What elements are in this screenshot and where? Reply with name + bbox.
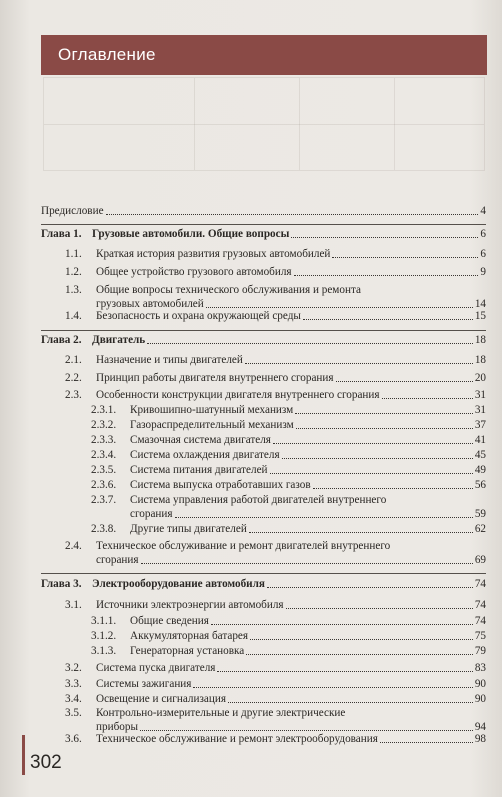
toc-entry[interactable] [65,707,486,720]
toc-page-number: 62 [474,523,486,535]
toc-entry-number: 3.5. [65,707,82,719]
toc-entry-continuation[interactable] [130,508,486,521]
leader-dots [294,275,479,276]
toc-page-number: 37 [474,419,486,431]
toc-entry[interactable] [91,645,486,658]
toc-entry-title: Источники электроэнергии автомобиля [96,599,284,611]
leader-dots [206,307,473,308]
toc-title: Оглавление [58,45,156,64]
toc-entry-number: 3.3. [65,678,82,690]
toc-entry[interactable] [65,678,486,691]
leader-dots [270,473,473,474]
toc-page-number: 49 [474,464,486,476]
toc-entry-number: 2.3.3. [91,434,117,446]
leader-dots [141,563,473,564]
leader-dots [380,742,473,743]
toc-page-number: 45 [474,449,486,461]
toc-page-number: 69 [474,554,486,566]
leader-dots [382,398,473,399]
toc-entry-title: Смазочная система двигателя [130,434,271,446]
toc-entry-title: Кривошипно-шатунный механизм [130,404,294,416]
toc-entry-number: Глава 3. [41,578,82,590]
toc-entry[interactable] [65,310,486,323]
toc-page-number: 98 [474,733,486,745]
toc-entry-title: Техническое обслуживание и ремонт электрооборудования [96,733,378,745]
toc-chapter[interactable] [41,578,486,591]
toc-entry-number: 2.3.5. [91,464,117,476]
toc-entry[interactable] [65,266,486,279]
toc-entry-title: Общие вопросы технического обслуживания и ремонта [96,284,361,296]
toc-entry-title: Электрооборудование автомобиля [92,578,265,590]
toc-entry-number: 3.1.2. [91,630,117,642]
toc-page-number: 56 [474,479,486,491]
toc-entry-title: Назначение и типы двигателей [96,354,243,366]
toc-entry-continuation[interactable] [96,554,486,567]
toc-entry-number: 1.2. [65,266,82,278]
toc-entry-title: Системы зажигания [96,678,192,690]
leader-dots [147,343,473,344]
toc-entry-number: Глава 1. [41,228,82,240]
toc-page-number: 6 [480,248,486,260]
toc-page-number: 14 [474,298,486,310]
toc-page-number: 4 [480,205,486,217]
toc-entry-number: 2.3.4. [91,449,117,461]
toc-page-number: 59 [474,508,486,520]
toc-entry-number: 3.4. [65,693,82,705]
page-number-bar [22,735,25,775]
toc-entry-number: 3.1.1. [91,615,117,627]
toc-entry[interactable] [91,615,486,628]
toc-entry-number: 1.1. [65,248,82,260]
toc-entry[interactable] [91,523,486,536]
toc-entry[interactable] [91,449,486,462]
toc-entry-title: Предисловие [41,205,104,217]
toc-entry-title: Система выпуска отработавших газов [130,479,311,491]
toc-page-number: 74 [474,599,486,611]
toc-entry-title: Освещение и сигнализация [96,693,226,705]
toc-page-number: 18 [474,354,486,366]
toc-entry-title: Генераторная установка [130,645,245,657]
toc-entry[interactable] [41,205,486,218]
leader-dots [250,639,473,640]
toc-entry-title: Безопасность и охрана окружающей среды [96,310,301,322]
toc-entry-title: Другие типы двигателей [130,523,247,535]
toc-page-number: 90 [474,678,486,690]
toc-entry[interactable] [65,599,486,612]
toc-entry-title: Краткая история развития грузовых автомобилей [96,248,331,260]
toc-entry-number: 3.1.3. [91,645,117,657]
leader-dots [332,257,478,258]
toc-entry-number: 2.3.6. [91,479,117,491]
toc-page-number: 31 [474,389,486,401]
toc-entry-title: Особенности конструкции двигателя внутреннего сгорания [96,389,380,401]
page-number: 302 [30,752,62,773]
leader-dots [140,730,473,731]
toc-entry-title: Принцип работы двигателя внутреннего сгорания [96,372,334,384]
toc-page-number: 6 [480,228,486,240]
toc-entry-title-cont: приборы [96,721,138,733]
leader-dots [313,488,473,489]
toc-page-number: 20 [474,372,486,384]
toc-entry-number: 3.2. [65,662,82,674]
toc-entry-number: 2.1. [65,354,82,366]
leader-dots [245,363,473,364]
toc-entry-title: Газораспределительный механизм [130,419,294,431]
leader-dots [228,702,473,703]
leader-dots [295,413,473,414]
toc-entry[interactable] [65,389,486,402]
toc-chapter[interactable] [41,228,486,241]
toc-entry-number: 3.6. [65,733,82,745]
toc-entry-number: 2.3. [65,389,82,401]
toc-entry[interactable] [65,354,486,367]
toc-entry[interactable] [65,693,486,706]
leader-dots [106,214,479,215]
toc-entry-number: 2.2. [65,372,82,384]
toc-entry-number: 1.4. [65,310,82,322]
leader-dots [286,608,473,609]
toc-page-number: 31 [474,404,486,416]
toc-entry[interactable] [65,662,486,675]
toc-entry-number: 2.3.2. [91,419,117,431]
leader-dots [291,237,478,238]
toc-entry[interactable] [65,372,486,385]
toc-chapter[interactable] [41,334,486,347]
toc-entry[interactable] [91,464,486,477]
toc-entry-number: 2.3.8. [91,523,117,535]
toc-entry[interactable] [65,284,486,297]
toc-entry-title: Аккумуляторная батарея [130,630,249,642]
toc-page-number: 94 [474,721,486,733]
toc-entry-title: Грузовые автомобили. Общие вопросы [92,228,290,240]
leader-dots [175,517,473,518]
toc-entry[interactable] [91,434,486,447]
leader-dots [246,654,473,655]
leader-dots [303,319,473,320]
toc-entry[interactable] [91,630,486,643]
toc-entry-title: Контрольно-измерительные и другие электрические [96,707,346,719]
leader-dots [273,443,473,444]
chapter-divider [41,330,486,331]
toc-entry-title: Общее устройство грузового автомобиля [96,266,292,278]
toc-page-number: 74 [474,615,486,627]
toc-entry-title: Двигатель [92,334,146,346]
toc-entry[interactable] [91,494,486,507]
toc-page-number: 9 [480,266,486,278]
toc-entry-title-cont: сгорания [96,554,139,566]
toc-entry-number: 2.4. [65,540,82,552]
toc-page-number: 18 [474,334,486,346]
toc-entry[interactable] [91,419,486,432]
toc-entry-number: 1.3. [65,284,82,296]
toc-entry-title-cont: сгорания [130,508,173,520]
toc-entry[interactable] [65,540,486,553]
leader-dots [282,458,473,459]
toc-entry-title-cont: грузовых автомобилей [96,298,204,310]
leader-dots [336,381,473,382]
toc-entry-number: 2.3.7. [91,494,117,506]
leader-dots [217,671,472,672]
toc-page-number: 15 [474,310,486,322]
toc-page-number: 75 [474,630,486,642]
toc-page-number: 83 [474,662,486,674]
toc-page-number: 90 [474,693,486,705]
toc-entry-title: Техническое обслуживание и ремонт двигателей внутреннего [96,540,391,552]
toc-entry-title: Система охлаждения двигателя [130,449,280,461]
toc-entry-number: 3.1. [65,599,82,611]
toc-page-number: 79 [474,645,486,657]
leader-dots [249,532,473,533]
toc-entry-title: Общие сведения [130,615,209,627]
toc-entry[interactable] [65,733,486,746]
toc-entry-number: 2.3.1. [91,404,117,416]
chapter-divider [41,224,486,225]
leader-dots [267,587,473,588]
toc-entry-title: Система питания двигателей [130,464,268,476]
chapter-divider [41,573,486,574]
toc-entry-title: Система пуска двигателя [96,662,216,674]
leader-dots [296,428,473,429]
toc-entry[interactable] [91,479,486,492]
toc-page-number: 74 [474,578,486,590]
toc-entry[interactable] [91,404,486,417]
toc-entry-title: Система управления работой двигателей внутреннего [130,494,387,506]
toc-entry[interactable] [65,248,486,261]
leader-dots [193,687,472,688]
leader-dots [211,624,473,625]
toc-page-number: 41 [474,434,486,446]
toc-entry-number: Глава 2. [41,334,82,346]
